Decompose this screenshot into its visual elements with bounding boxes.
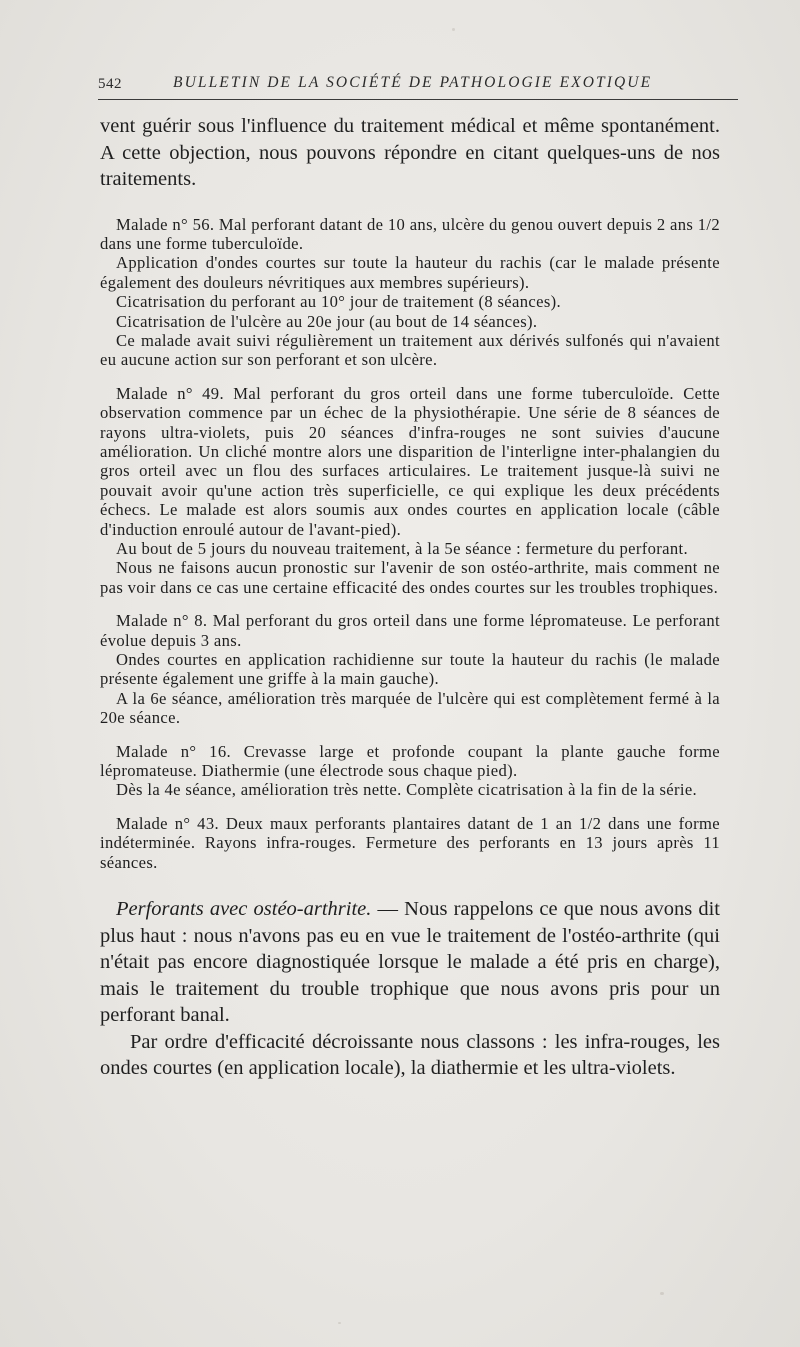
case-8 (100, 611, 720, 727)
page-number: 542 (98, 76, 122, 92)
case-43 (100, 814, 720, 872)
case-paragraph: Malade n° 43. Deux maux perforants plantaires datant de 1 an 1/2 dans une forme indéterminée. Rayons infra-rouges. Fermeture des perforants en 13 jours après 11 séances. (100, 813, 720, 872)
case-paragraph: Malade n° 8. Mal perforant du gros orteil dans une forme lépromateuse. Le perforant évolue depuis 3 ans. (100, 611, 720, 650)
paper-speck (338, 1322, 341, 1324)
section-heading: Perforants avec ostéo-arthrite. (116, 898, 372, 921)
header-rule (98, 99, 738, 100)
case-paragraph: Nous ne faisons aucun pronostic sur l'avenir de son ostéo-arthrite, mais comment ne pas voir dans ce cas une certaine efficacité des ondes courtes sur les troubles trophiques. (100, 558, 720, 597)
running-title: BULLETIN DE LA SOCIÉTÉ DE PATHOLOGIE EXOTIQUE (173, 74, 653, 91)
section-paragraph (100, 896, 720, 1029)
case-paragraph: Cicatrisation du perforant au 10° jour de traitement (8 séances). (116, 292, 561, 312)
paper-speck (660, 1292, 664, 1295)
case-paragraph: Ondes courtes en application rachidienne sur toute la hauteur du rachis (le malade présente également une griffe à la main gauche). (100, 650, 720, 689)
case-16 (100, 742, 720, 800)
case-paragraph: Cicatrisation de l'ulcère au 20e jour (au bout de 14 séances). (116, 311, 538, 331)
case-paragraph: Dès la 4e séance, amélioration très nette. Complète cicatrisation à la fin de la série. (116, 780, 698, 800)
closing-paragraph: Par ordre d'efficacité décroissante nous classons : les infra-rouges, les ondes courtes (en application locale), la diathermie et les ultra-violets. (100, 1030, 720, 1080)
case-paragraph: A la 6e séance, amélioration très marquée de l'ulcère qui est complètement fermé à la 20e séance. (100, 688, 720, 728)
case-56 (100, 215, 720, 370)
case-paragraph: Malade n° 49. Mal perforant du gros orteil dans une forme tuberculoïde. Cette observation commence par un échec de la physiothérapie. Une série de 8 séances de rayons ultra-violets, puis 20 séances d'infra-rouges ne sont suivies d'aucune amélioration. Un cliché montre alors une disparition de l'interligne inter-phalangien du gros orteil avec un flou des surfaces articulaires. Le traitement jusque-là suivi ne pouvait avoir qu'une action très superficielle, ce qui explique les deux précédents échecs. Le malade est alors soumis aux ondes courtes en application locale (câble d'induction enroulé autour de l'avant-pied). (100, 383, 720, 539)
case-paragraph: Ce malade avait suivi régulièrement un traitement aux dérivés sulfonés qui n'avaient eu aucune action sur son perforant et son ulcère. (100, 330, 720, 370)
case-paragraph: Application d'ondes courtes sur toute la hauteur du rachis (car le malade présente également des douleurs névritiques aux membres supérieurs). (100, 253, 720, 292)
case-paragraph: Au bout de 5 jours du nouveau traitement, à la 5e séance : fermeture du perforant. (116, 539, 688, 558)
intro-paragraph: vent guérir sous l'influence du traitement médical et même spontanément. A cette objection, nous pouvons répondre en citant quelques-uns de nos traitements. (100, 115, 720, 190)
section-text: — Nous rappelons ce que nous avons dit plus haut : nous n'avons pas eu en vue le traitement de l'ostéo-arthrite (qui n'était pas encore diagnostiquée lorsque le malade a été pris en charge), mais le traitement du trouble trophique que nous avons pris pour un perforant banal. (100, 898, 720, 1027)
case-paragraph: Malade n° 56. Mal perforant datant de 10 ans, ulcère du genou ouvert depuis 2 ans 1/2 dans une forme tuberculoïde. (100, 214, 720, 253)
article-body (100, 113, 720, 1082)
case-49 (100, 384, 720, 597)
case-paragraph: Malade n° 16. Crevasse large et profonde coupant la plante gauche forme lépromateuse. Diathermie (une électrode sous chaque pied). (100, 741, 720, 781)
paper-speck (452, 28, 455, 31)
